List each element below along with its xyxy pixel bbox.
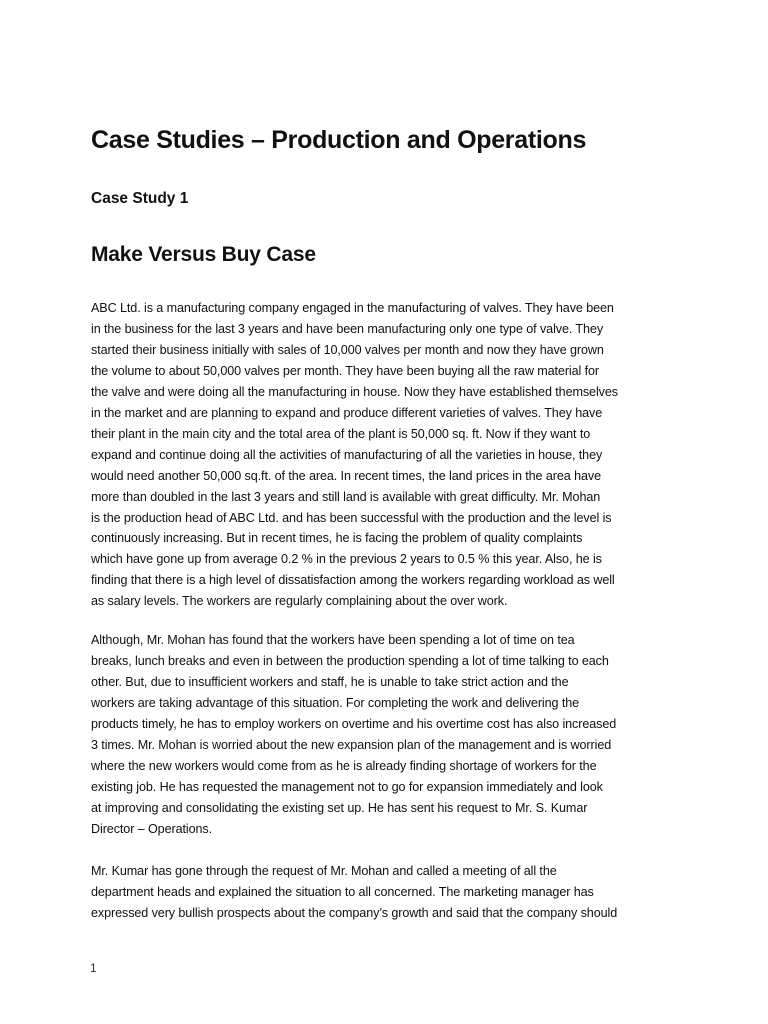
paragraph-line: more than doubled in the last 3 years and still land is available with great difficulty. Mr. Mohan (91, 489, 601, 504)
paragraph-line: other. But, due to insufficient workers and staff, he is unable to take strict action and the (91, 674, 569, 689)
paragraph-line: products timely, he has to employ workers on overtime and his overtime cost has also increased (91, 716, 617, 731)
paragraph-line: breaks, lunch breaks and even in between the production spending a lot of time talking to each (91, 653, 609, 668)
section-heading: Make Versus Buy Case (91, 243, 316, 266)
paragraph (91, 630, 671, 840)
paragraph-line: existing job. He has requested the management not to go for expansion immediately and look (91, 779, 603, 794)
paragraph-line: where the new workers would come from as he is already finding shortage of workers for the (91, 758, 597, 773)
paragraph-line: their plant in the main city and the total area of the plant is 50,000 sq. ft. Now if they want to (91, 426, 591, 441)
paragraph-line: 3 times. Mr. Mohan is worried about the new expansion plan of the management and is worried (91, 737, 612, 752)
paragraph-line: expand and continue doing all the activities of manufacturing of all the varieties in house, they (91, 447, 603, 462)
paragraph-line: would need another 50,000 sq.ft. of the area. In recent times, the land prices in the area have (91, 468, 601, 483)
paragraph-line: as salary levels. The workers are regularly complaining about the over work. (91, 594, 508, 609)
paragraph (91, 298, 671, 612)
paragraph-line: workers are taking advantage of this situation. For completing the work and delivering the (91, 695, 580, 710)
paragraph-line: continuously increasing. But in recent times, he is facing the problem of quality complaints (91, 531, 583, 546)
paragraph-line: expressed very bullish prospects about the company’s growth and said that the company should (91, 905, 618, 920)
paragraph-line: in the market and are planning to expand and produce different varieties of valves. They have (91, 405, 603, 420)
paragraph-line: at improving and consolidating the existing set up. He has sent his request to Mr. S. Kumar (91, 800, 588, 815)
paragraph-line: the valve and were doing all the manufacturing in house. Now they have established themselves (91, 384, 618, 399)
page-number: 1 (90, 961, 97, 975)
paragraph-line: Although, Mr. Mohan has found that the workers have been spending a lot of time on tea (91, 633, 575, 647)
paragraph-line: started their business initially with sales of 10,000 valves per month and now they have grown (91, 342, 604, 357)
paragraph-line: finding that there is a high level of dissatisfaction among the workers regarding workload as well (91, 573, 615, 588)
paragraph-line: department heads and explained the situation to all concerned. The marketing manager has (91, 884, 594, 899)
case-study-label: Case Study 1 (91, 190, 189, 207)
paragraph (91, 861, 671, 924)
paragraph-line: in the business for the last 3 years and have been manufacturing only one type of valve. They (91, 321, 604, 336)
paragraph-line: the volume to about 50,000 valves per month. They have been buying all the raw material for (91, 363, 600, 378)
paragraph-line: Director – Operations. (91, 821, 212, 836)
paragraph-line: ABC Ltd. is a manufacturing company engaged in the manufacturing of valves. They have been (91, 301, 614, 315)
paragraph-line: Mr. Kumar has gone through the request of Mr. Mohan and called a meeting of all the (91, 864, 557, 878)
paragraph-line: which have gone up from average 0.2 % in the previous 2 years to 0.5 % this year. Also, he is (91, 552, 602, 567)
document-title: Case Studies – Production and Operations (91, 126, 587, 154)
paragraph-line: is the production head of ABC Ltd. and has been successful with the production and the level is (91, 510, 612, 525)
